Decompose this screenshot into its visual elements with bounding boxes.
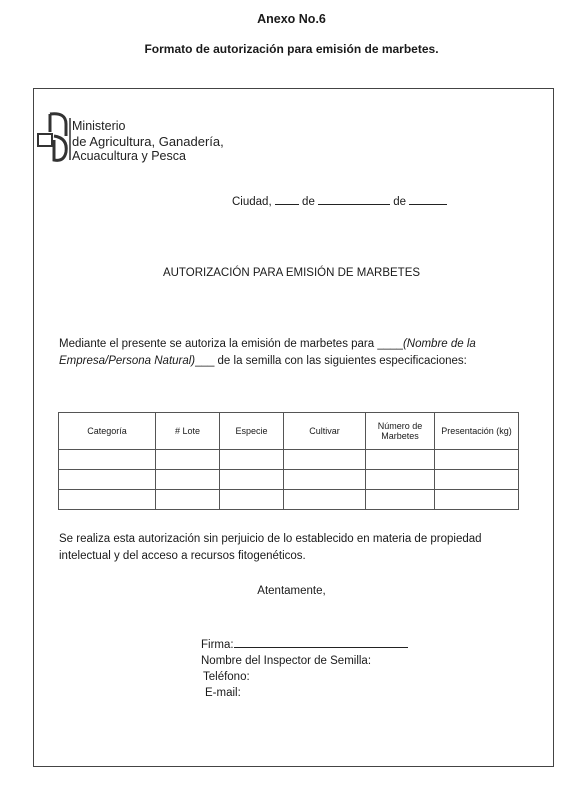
- paragraph-start: Mediante el presente se autoriza la emisión de marbetes para ____: [59, 338, 403, 350]
- firma-label: Firma:: [201, 639, 234, 651]
- paragraph-end: ___ de la semilla con las siguientes especificaciones:: [195, 355, 467, 367]
- telefono-label: Teléfono:: [203, 671, 250, 683]
- annex-number: Anexo No.6: [257, 12, 326, 26]
- ministry-name: [72, 119, 224, 164]
- header-cultivar: Cultivar: [284, 413, 366, 450]
- table-header-row: [59, 413, 519, 450]
- table-row: [59, 450, 519, 470]
- inspector-name-label: Nombre del Inspector de Semilla:: [201, 655, 372, 667]
- table-row: [59, 490, 519, 510]
- document-title: AUTORIZACIÓN PARA EMISIÓN DE MARBETES: [162, 267, 421, 279]
- date-line: [232, 196, 447, 208]
- month-blank[interactable]: [318, 204, 390, 205]
- header-numero-marbetes: Número de Marbetes: [366, 413, 435, 450]
- ministry-line-2: de Agricultura, Ganadería,: [72, 134, 224, 149]
- year-blank[interactable]: [409, 204, 447, 205]
- day-blank[interactable]: [275, 204, 299, 205]
- specifications-table: [58, 412, 519, 510]
- date-de-1: de: [302, 196, 315, 208]
- city-label: Ciudad,: [232, 196, 272, 208]
- company-name-placeholder: (Nombre de la Empresa/Persona Natural): [59, 338, 476, 367]
- date-de-2: de: [393, 196, 407, 208]
- email-label: E-mail:: [205, 687, 241, 699]
- header-categoria: Categoría: [59, 413, 156, 450]
- closing-salutation: Atentamente,: [257, 585, 326, 597]
- header-especie: Especie: [220, 413, 284, 450]
- signature-block: [201, 636, 408, 701]
- authorization-paragraph: [59, 336, 529, 370]
- header-lote: # Lote: [156, 413, 220, 450]
- header-presentacion: Presentación (kg): [435, 413, 519, 450]
- ministry-line-1: Ministerio: [72, 119, 126, 133]
- signature-line[interactable]: [234, 636, 408, 648]
- ministry-line-3: Acuacultura y Pesca: [72, 149, 186, 163]
- ministry-logo-icon: [36, 110, 72, 164]
- table-row: [59, 470, 519, 490]
- disclaimer-paragraph: Se realiza esta autorización sin perjuicio de lo establecido en materia de propiedad intelectual y del acceso a recursos fitogenéticos.: [59, 533, 482, 562]
- document-subtitle: Formato de autorización para emisión de marbetes.: [144, 42, 439, 56]
